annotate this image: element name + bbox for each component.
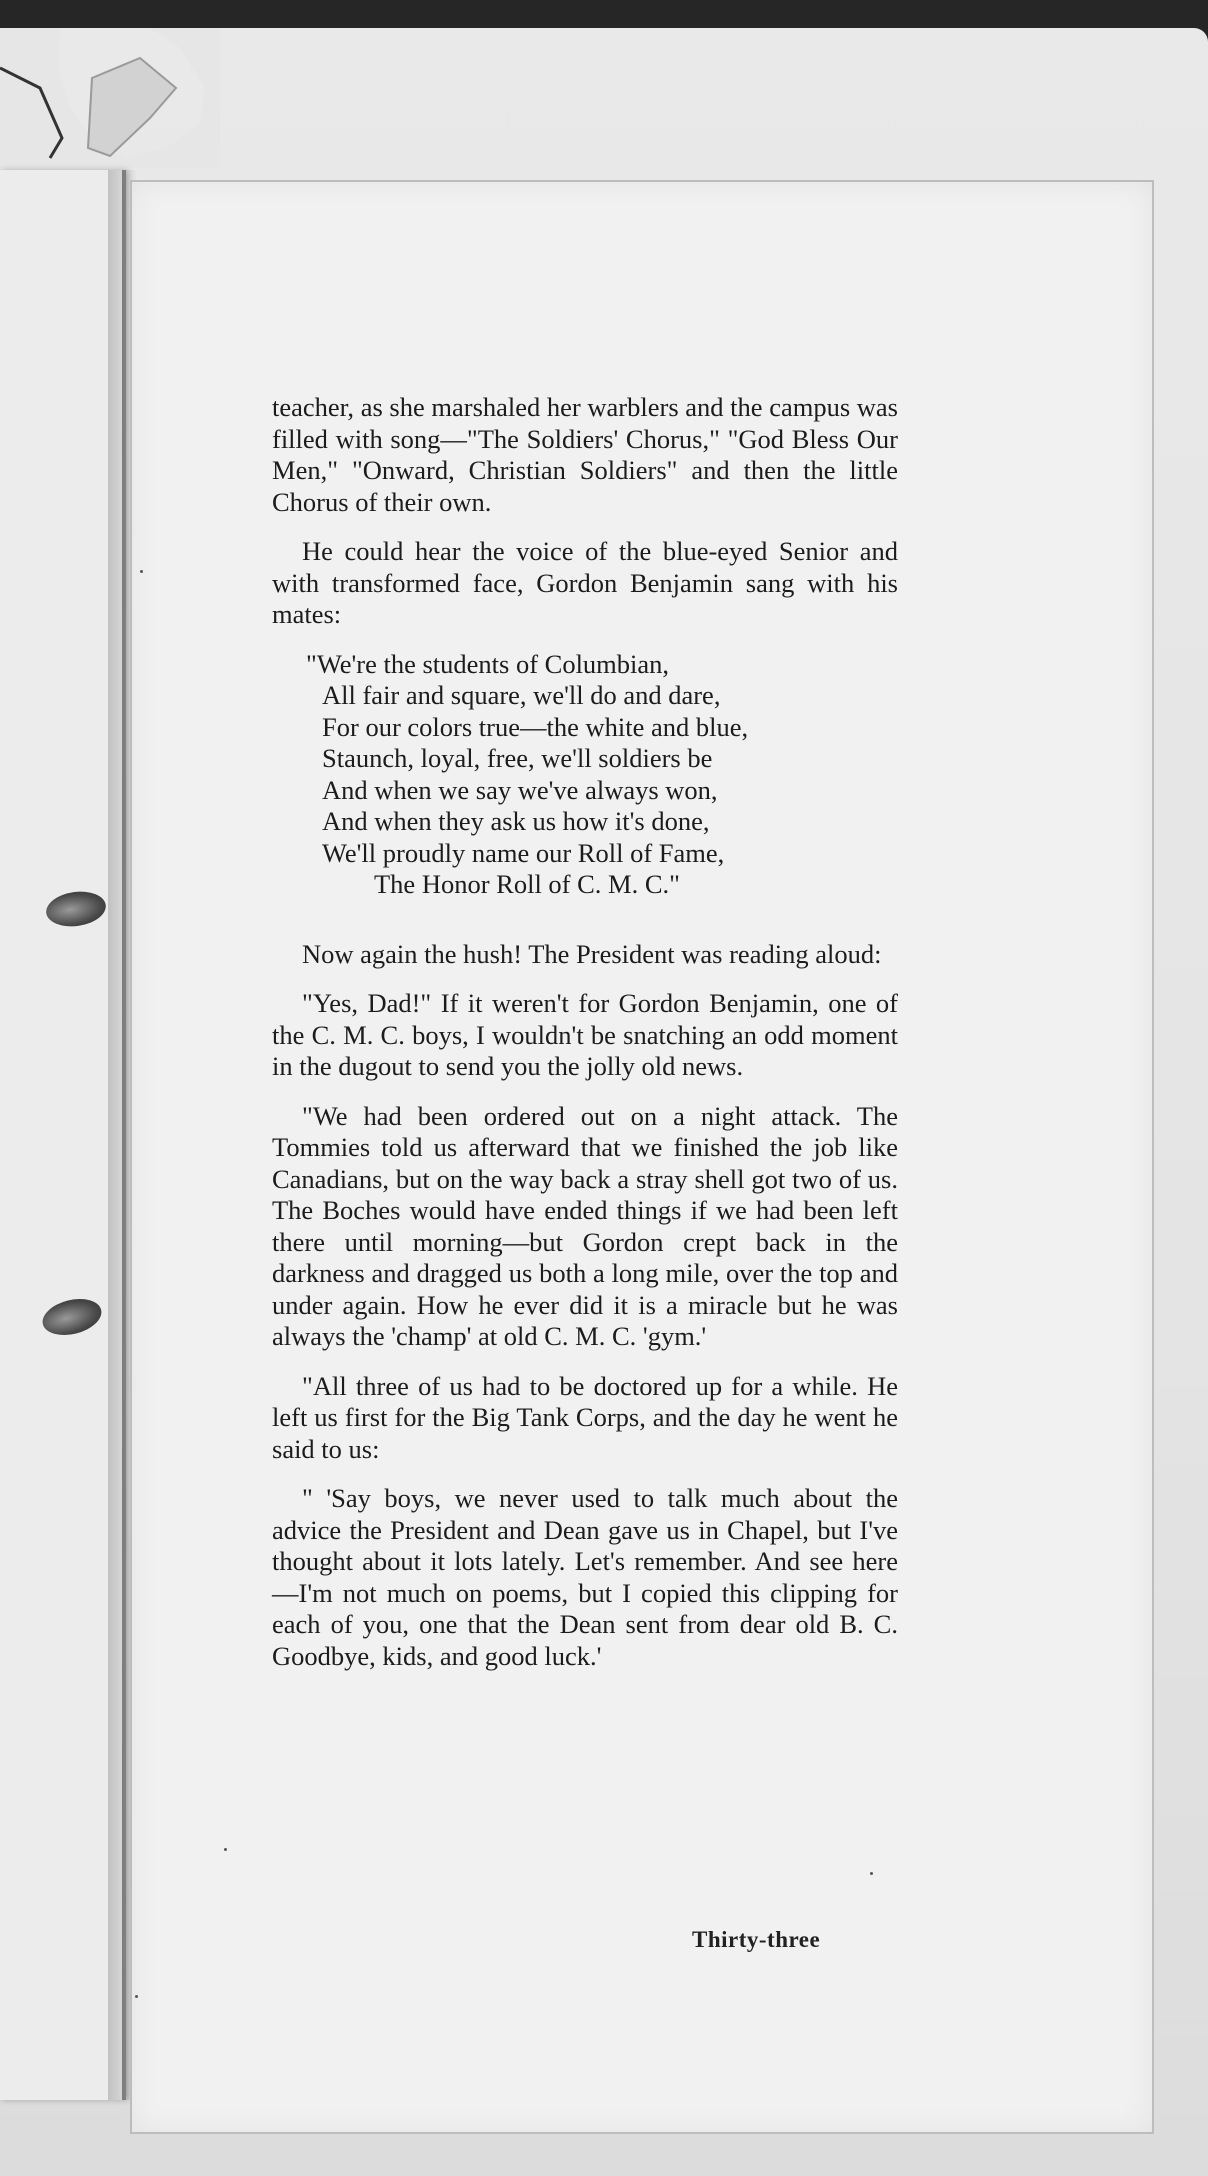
- poem-line: We'll proudly name our Roll of Fame,: [322, 837, 725, 868]
- page-body: [272, 392, 898, 1690]
- paragraph: teacher, as she marshaled her warblers and the campus was filled with song—"The Soldiers' Chorus," "God Bless Our Men," "Onward, Christian Soldiers" and then the little Chorus of their own.: [272, 392, 898, 517]
- paragraph: "All three of us had to be doctored up for a while. He left us first for the Big Tank Corps, and the day he went he said to us:: [272, 1370, 898, 1464]
- paper-speck: [870, 1872, 873, 1875]
- poem-line: All fair and square, we'll do and dare,: [322, 680, 721, 710]
- paragraph: " 'Say boys, we never used to talk much about the advice the President and Dean gave us in Chapel, but I've thought about it lots lately. Let's remember. And see here—I'm not much on poems, but I copied this clipping for each of you, one that the Dean sent from dear old B. C. Goodbye, kids, and good luck.': [272, 1483, 898, 1671]
- poem-line: For our colors true—the white and blue,: [322, 711, 749, 742]
- page-number: Thirty-three: [692, 1927, 821, 1952]
- poem-line: Staunch, loyal, free, we'll soldiers be: [322, 743, 713, 773]
- paragraph: "Yes, Dad!" If it weren't for Gordon Benjamin, one of the C. M. C. boys, I wouldn't be snatching an odd moment in the dugout to send you the jolly old news.: [272, 988, 898, 1081]
- poem: [306, 648, 898, 901]
- paper-speck: [135, 1995, 138, 1998]
- poem-line: And when we say we've always won,: [322, 774, 718, 805]
- paragraph: "We had been ordered out on a night attack. The Tommies told us afterward that we finished the job like Canadians, but on the way back a stray shell got two of us. The Boches would have ended things if we had been left there until morning—but Gordon crept back in the darkness and dragged us both a long mile, over the top and under again. How he ever did it is a miracle but he was always the 'champ' at old C. M. C. 'gym.': [272, 1100, 898, 1351]
- poem-line: The Honor Roll of C. M. C.": [374, 869, 680, 899]
- paragraph: He could hear the voice of the blue-eyed Senior and with transformed face, Gordon Benjamin sang with his mates:: [272, 536, 898, 629]
- paragraph: Now again the hush! The President was reading aloud:: [302, 938, 882, 969]
- paper-speck: [140, 570, 143, 573]
- poem-line: "We're the students of Columbian,: [306, 648, 670, 679]
- book-page: [130, 180, 1154, 2134]
- paper-speck: [224, 1848, 227, 1851]
- torn-corner-icon: [0, 28, 220, 168]
- poem-line: And when they ask us how it's done,: [322, 806, 710, 836]
